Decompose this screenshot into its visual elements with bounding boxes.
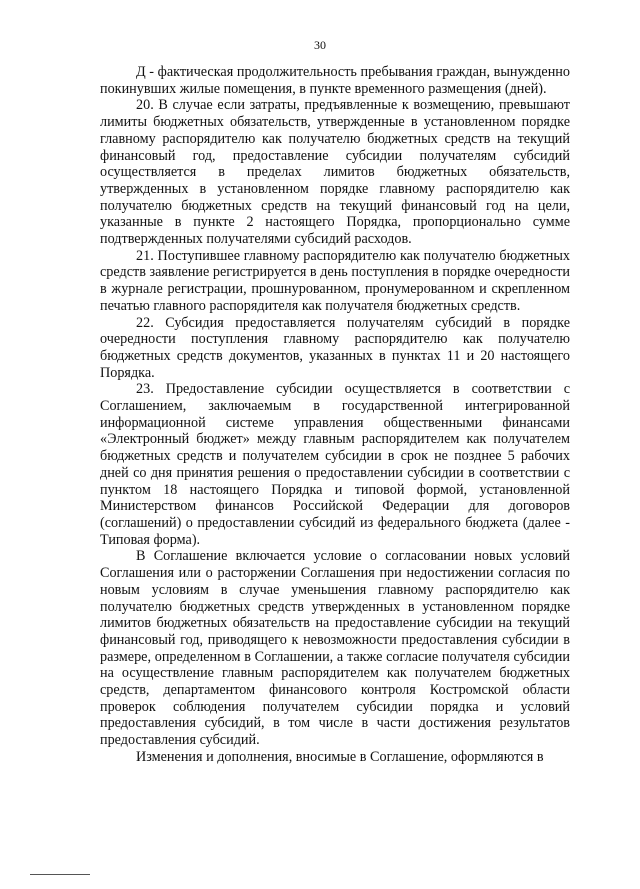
page-number: 30 — [314, 38, 326, 52]
paragraph-item-22: 22. Субсидия предоставляется получателям субсидий в порядке очередности поступления главному распорядителю как получателю бюджетных средств документов, указанных в пунктах 11 и 20 настоящего Порядка. — [100, 314, 570, 381]
paragraph-agreement-conditions: В Соглашение включается условие о согласовании новых условий Соглашения или о расторжении Соглашения при недостижении согласия по новым условиям в случае уменьшения главному распорядителю как получателю бюджетных средств утвержденных в установленном порядке лимитов бюджетных обязательств на предоставление субсидии на текущий финансовый год, приводящего к невозможности предоставления субсидии в размере, определенном в Соглашении, а также согласие получателя субсидии на осуществление главным распорядителем как получателем бюджетных средств, департаментом финансового контроля Костромской области проверок соблюдения получателем субсидии порядка и условий предоставления субсидий, в том числе в части достижения результатов предоставления субсидий. — [100, 548, 570, 749]
paragraph-item-23: 23. Предоставление субсидии осуществляется в соответствии с Соглашением, заключаемым в государственной интегрированной информационной системе управления общественными финансами «Электронный бюджет» между главным распорядителем как получателем бюджетных средств и получателем субсидии в срок не позднее 5 рабочих дней со дня принятия решения о предоставлении субсидии в соответствии с пунктом 18 настоящего Порядка и типовой формой, установленной Министерством финансов Российской Федерации для договоров (соглашений) о предоставлении субсидий из федерального бюджета (далее - Типовая форма). — [100, 381, 570, 548]
paragraph-d-definition: Д - фактическая продолжительность пребывания граждан, вынужденно покинувших жилые помещения, в пункте временного размещения (дней). — [100, 64, 570, 97]
paragraph-item-20: 20. В случае если затраты, предъявленные к возмещению, превышают лимиты бюджетных обязательств, утвержденные в установленном порядке главному распорядителю как получателю бюджетных средств на текущий финансовый год, предоставление субсидии получателям субсидий осуществляется в пределах лимитов бюджетных обязательств, утвержденных в установленном порядке главному распорядителю как получателю бюджетных средств на текущий финансовый год на цели, указанные в пункте 2 настоящего Порядка, пропорционально сумме подтвержденных получателями субсидий расходов. — [100, 97, 570, 248]
paragraph-agreement-changes: Изменения и дополнения, вносимые в Соглашение, оформляются в — [136, 748, 544, 765]
document-body — [100, 64, 570, 766]
paragraph-item-21: 21. Поступившее главному распорядителю как получателю бюджетных средств заявление регистрируется в день поступления в порядке очередности в журнале регистрации, прошнурованном, пронумерованном и скрепленном печатью главного распорядителя как получателя бюджетных средств. — [100, 247, 570, 314]
footer-rule — [30, 874, 90, 875]
